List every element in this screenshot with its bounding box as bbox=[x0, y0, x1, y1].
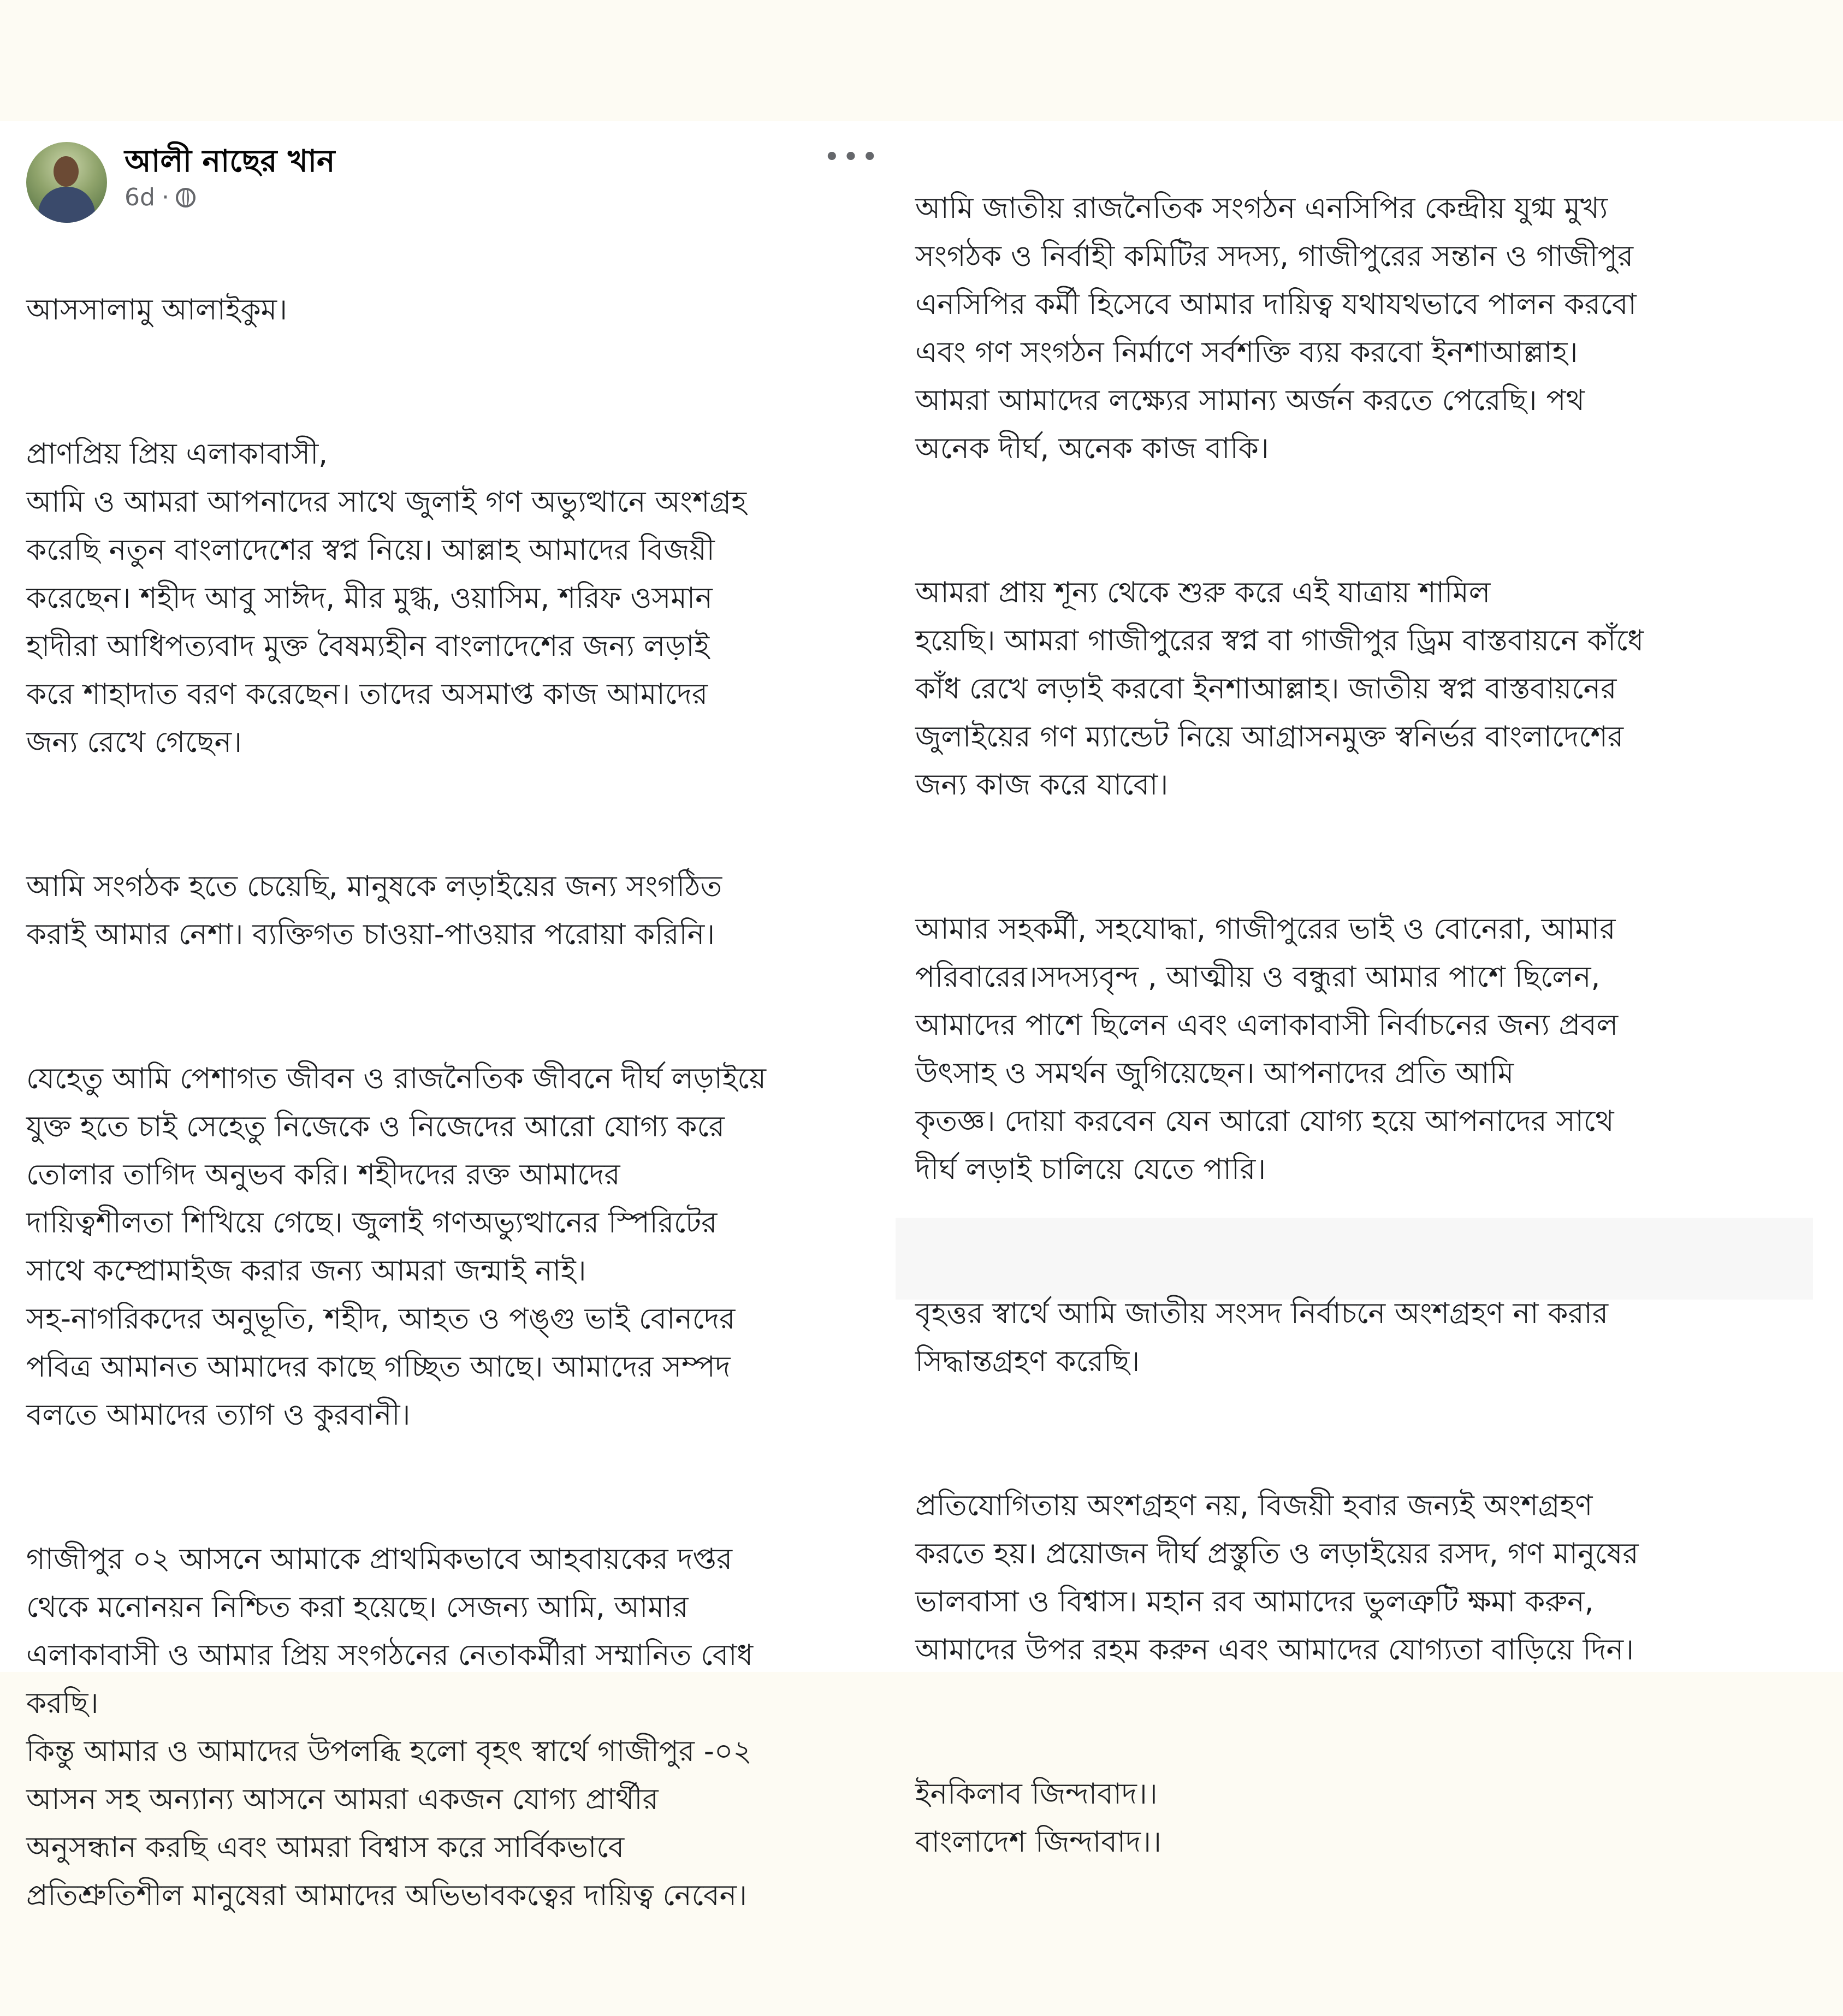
more-options-icon[interactable]: ••• bbox=[823, 141, 881, 174]
avatar-head bbox=[54, 156, 79, 187]
post-paragraph: আসসালামু আলাইকুম। bbox=[26, 293, 288, 327]
post-text-left bbox=[26, 235, 878, 2016]
post-paragraph: আমি সংগঠক হতে চেয়েছি, মানুষকে লড়াইয়ের জন্য সংগঠিত করাই আমার নেশা। ব্যক্তিগত চাওয়া-পাওয়ার পরোয়া করিনি। bbox=[26, 870, 722, 951]
author-name[interactable]: আলী নাছের খান bbox=[125, 144, 335, 179]
post-paragraph: আমি জাতীয় রাজনৈতিক সংগঠন এনসিপির কেন্দ্রীয় যুগ্ম মুখ্য সংগঠক ও নির্বাহী কমিটির সদস্য, গাজীপুরের সন্তান ও গাজীপুর এনসিপির কর্মী হিসেবে আমার দায়িত্ব যথাযথভাবে পালন করবো এবং গণ সংগঠন নির্মাণে সর্বশক্তি ব্যয় করবো ইনশাআল্লাহ। আমরা আমাদের লক্ষ্যের সামান্য অর্জন করতে পেরেছি। পথ অনেক দীর্ঘ, অনেক কাজ বাকি। bbox=[915, 192, 1637, 465]
post-paragraph: যেহেতু আমি পেশাগত জীবন ও রাজনৈতিক জীবনে দীর্ঘ লড়াইয়ে যুক্ত হতে চাই সেহেতু নিজেকে ও নিজেদের আরো যোগ্য করে তোলার তাগিদ অনুভব করি। শহীদদের রক্ত আমাদের দায়িত্বশীলতা শিখিয়ে গেছে। জুলাই গণঅভ্যুত্থানের স্পিরিটের সাথে কম্প্রোমাইজ করার জন্য আমরা জন্মাই নাই। সহ-নাগরিকদের অনুভূতি, শহীদ, আহত ও পঙ্গু ভাই বোনদের পবিত্র আমানত আমাদের কাছে গচ্ছিত আছে। আমাদের সম্পদ বলতে আমাদের ত্যাগ ও কুরবানী। bbox=[26, 1062, 766, 1432]
post-paragraph: বৃহত্তর স্বার্থে আমি জাতীয় সংসদ নির্বাচনে অংশগ্রহণ না করার সিদ্ধান্তগ্রহণ করেছি। bbox=[915, 1297, 1609, 1378]
post-header bbox=[26, 141, 881, 235]
post-left-column bbox=[26, 141, 881, 2016]
avatar-body bbox=[38, 187, 95, 223]
post-meta bbox=[125, 183, 195, 211]
post-time[interactable]: 6d bbox=[125, 183, 155, 211]
post-paragraph: ইনকিলাব জিন্দাবাদ।। বাংলাদেশ জিন্দাবাদ।। bbox=[915, 1777, 1161, 1859]
post-text-right bbox=[915, 137, 1822, 1962]
post-paragraph: প্রতিযোগিতায় অংশগ্রহণ নয়, বিজয়ী হবার জন্যই অংশগ্রহণ করতে হয়। প্রয়োজন দীর্ঘ প্রস্তুতি ও লড়াইয়ের রসদ, গণ মানুষের ভালবাসা ও বিশ্বাস। মহান রব আমাদের ভুলত্রুটি ক্ষমা করুন, আমাদের উপর রহম করুন এবং আমাদের যোগ্যতা বাড়িয়ে দিন। bbox=[915, 1489, 1639, 1667]
meta-separator: · bbox=[161, 183, 169, 211]
post-paragraph: আমরা প্রায় শূন্য থেকে শুরু করে এই যাত্রায় শামিল হয়েছি। আমরা গাজীপুরের স্বপ্ন বা গাজীপুর ড্রিম বাস্তবায়নে কাঁধে কাঁধ রেখে লড়াই করবো ইনশাআল্লাহ। জাতীয় স্বপ্ন বাস্তবায়নের জুলাইয়ের গণ ম্যান্ডেট নিয়ে আগ্রাসনমুক্ত স্বনির্ভর বাংলাদেশের জন্য কাজ করে যাবো। bbox=[915, 576, 1644, 802]
avatar[interactable] bbox=[26, 142, 107, 223]
globe-icon bbox=[176, 188, 195, 207]
post-paragraph: প্রাণপ্রিয় প্রিয় এলাকাবাসী, আমি ও আমরা আপনাদের সাথে জুলাই গণ অভ্যুত্থানে অংশগ্রহ করেছি নতুন বাংলাদেশের স্বপ্ন নিয়ে। আল্লাহ আমাদের বিজয়ী করেছেন। শহীদ আবু সাঈদ, মীর মুগ্ধ, ওয়াসিম, শরিফ ওসমান হাদীরা আধিপত্যবাদ মুক্ত বৈষম্যহীন বাংলাদেশের জন্য লড়াই করে শাহাদাত বরণ করেছেন। তাদের অসমাপ্ত কাজ আমাদের জন্য রেখে গেছেন। bbox=[26, 437, 746, 759]
post-paragraph: গাজীপুর ০২ আসনে আমাকে প্রাথমিকভাবে আহবায়কের দপ্তর থেকে মনোনয়ন নিশ্চিত করা হয়েছে। সেজন্য আমি, আমার এলাকাবাসী ও আমার প্রিয় সংগঠনের নেতাকর্মীরা সম্মানিত বোধ করছি। কিন্তু আমার ও আমাদের উপলব্ধি হলো বৃহৎ স্বার্থে গাজীপুর -০২ আসন সহ অন্যান্য আসনে আমরা একজন যোগ্য প্রার্থীর অনুসন্ধান করছি এবং আমরা বিশ্বাস করে সার্বিকভাবে প্রতিশ্রুতিশীল মানুষেরা আমাদের অভিভাবকত্বের দায়িত্ব নেবেন। bbox=[26, 1543, 754, 1912]
post-paragraph: আমার সহকর্মী, সহযোদ্ধা, গাজীপুরের ভাই ও বোনেরা, আমার পরিবারের।সদস্যবৃন্দ , আত্মীয় ও বন্ধুরা আমার পাশে ছিলেন, আমাদের পাশে ছিলেন এবং এলাকাবাসী নির্বাচনের জন্য প্রবল উৎসাহ ও সমর্থন জুগিয়েছেন। আপনাদের প্রতি আমি কৃতজ্ঞ। দোয়া করবেন যেন আরো যোগ্য হয়ে আপনাদের সাথে দীর্ঘ লড়াই চালিয়ে যেতে পারি। bbox=[915, 912, 1619, 1186]
